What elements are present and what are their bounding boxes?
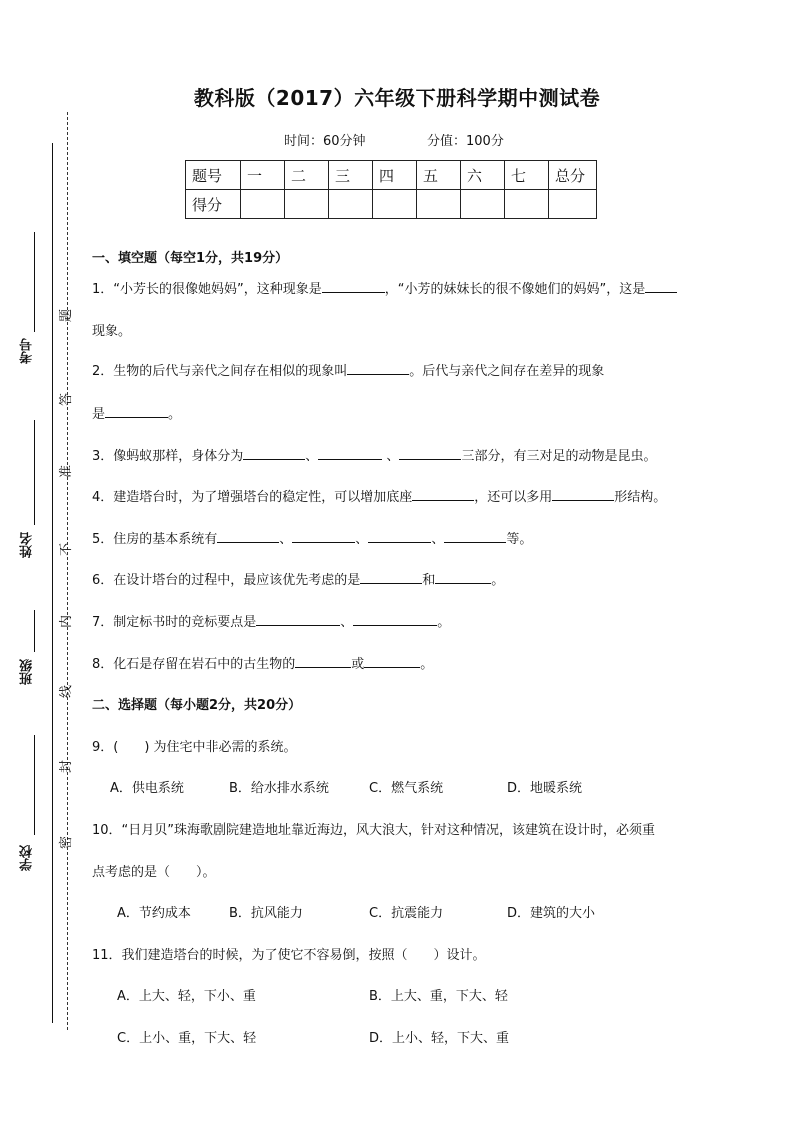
section2-heading (92, 694, 301, 713)
seal-char-4: 不 (59, 542, 75, 557)
q5-sep: 、 (355, 532, 369, 547)
q4-text-b: ，还可以多用 (474, 490, 553, 505)
question-2-cont (92, 403, 181, 422)
q10-option-c[interactable]: C．抗震能力 (369, 906, 444, 921)
q11-option-c[interactable]: C．上小、重，下大、轻 (117, 1031, 257, 1046)
score-cell-header: 二 (285, 161, 329, 190)
answer-blank[interactable] (295, 655, 351, 668)
score-cell[interactable] (505, 190, 549, 219)
score-row-label: 得分 (186, 190, 241, 219)
exam-time: 时间：60分钟 (284, 134, 366, 149)
score-cell-header: 七 (505, 161, 549, 190)
seal-char-8: 密 (59, 835, 75, 850)
question-2 (92, 360, 604, 379)
score-cell[interactable] (417, 190, 461, 219)
q11-option-b[interactable]: B．上大、重，下大、轻 (369, 989, 508, 1004)
student-name-field (14, 420, 50, 560)
q8-text-c: 。 (420, 657, 434, 672)
score-cell-header: 题号 (186, 161, 241, 190)
score-table (185, 160, 597, 219)
q8-text-b: 或 (351, 657, 365, 672)
answer-blank[interactable] (318, 447, 382, 460)
answer-blank[interactable] (256, 613, 340, 626)
score-cell-header: 五 (417, 161, 461, 190)
section1-note: （每空1分，共19分） (157, 251, 289, 266)
seal-char-5: 内 (59, 614, 75, 629)
answer-blank[interactable] (217, 530, 279, 543)
answer-blank[interactable] (353, 613, 437, 626)
student-id-label: 考号 (20, 338, 35, 364)
question-11: 11．我们建造塔台的时候，为了使它不容易倒，按照（ ）设计。 (92, 948, 486, 963)
student-id-field (14, 232, 50, 372)
section1-title: 一、填空题 (92, 251, 158, 266)
score-table-score-row (186, 190, 597, 219)
question-5 (92, 528, 532, 547)
answer-blank[interactable] (364, 655, 420, 668)
q4-text-a: 4．建造塔台时，为了增强塔台的稳定性，可以增加底座 (92, 490, 413, 505)
seal-char-2: 答 (59, 392, 75, 407)
score-table-header-row (186, 161, 597, 190)
score-cell[interactable] (549, 190, 597, 219)
q2-text-d: 。 (168, 407, 182, 422)
answer-blank[interactable] (105, 405, 168, 418)
question-6 (92, 569, 504, 588)
answer-blank[interactable] (292, 530, 355, 543)
q2-text-a: 2．生物的后代与亲代之间存在相似的现象叫 (92, 364, 348, 379)
exam-score: 分值：100分 (427, 134, 504, 149)
answer-blank[interactable] (444, 530, 506, 543)
q3-text-a: 3．像蚂蚁那样，身体分为 (92, 449, 244, 464)
score-cell-header: 六 (461, 161, 505, 190)
q1-text-b: ，“小芳的妹妹长的很不像她们的妈妈”，这是 (384, 282, 646, 297)
q10-option-d[interactable]: D．建筑的大小 (507, 906, 596, 921)
student-name-line[interactable] (34, 420, 35, 525)
seal-char-1: 题 (59, 308, 75, 323)
question-1 (92, 278, 677, 297)
seal-char-7: 封 (59, 759, 75, 774)
score-cell-header: 三 (329, 161, 373, 190)
school-field (14, 735, 50, 875)
section2-title: 二、选择题 (92, 698, 158, 713)
answer-blank[interactable] (368, 530, 431, 543)
q9-option-c[interactable]: C．燃气系统 (369, 781, 444, 796)
q6-text-b: 和 (422, 573, 436, 588)
answer-blank[interactable] (243, 447, 305, 460)
answer-blank[interactable] (552, 488, 614, 501)
q6-text-a: 6．在设计塔台的过程中，最应该优先考虑的是 (92, 573, 361, 588)
q5-sep: 、 (431, 532, 445, 547)
question-8 (92, 653, 433, 672)
answer-blank[interactable] (322, 280, 385, 293)
question-1-cont: 现象。 (92, 324, 132, 339)
q5-text-b: 等。 (506, 532, 533, 547)
question-10-cont: 点考虑的是（ ）。 (92, 865, 216, 880)
score-cell-header: 总分 (549, 161, 597, 190)
exam-title: 教科版（2017）六年级下册科学期中测试卷 (193, 86, 601, 110)
q6-text-c: 。 (491, 573, 505, 588)
q9-option-b[interactable]: B．给水排水系统 (229, 781, 329, 796)
score-cell-header: 四 (373, 161, 417, 190)
q9-option-d[interactable]: D．地暖系统 (507, 781, 583, 796)
answer-blank[interactable] (412, 488, 474, 501)
score-cell[interactable] (285, 190, 329, 219)
score-cell[interactable] (241, 190, 285, 219)
seal-char-3: 准 (59, 464, 75, 479)
q1-text-a: 1．“小芳长的很像她妈妈”，这种现象是 (92, 282, 322, 297)
q7-text-b: 。 (437, 615, 451, 630)
q7-text-a: 7．制定标书时的竞标要点是 (92, 615, 257, 630)
question-10: 10．“日月贝”珠海歌剧院建造地址靠近海边，风大浪大，针对这种情况，该建筑在设计时，必须重 (92, 823, 656, 838)
section1-heading (92, 247, 288, 266)
q10-option-a[interactable]: A．节约成本 (117, 906, 191, 921)
q11-option-d[interactable]: D．上小、轻，下大、重 (369, 1031, 510, 1046)
binding-solid-line (52, 143, 53, 1023)
question-3 (92, 445, 656, 464)
q4-text-c: 形结构。 (614, 490, 667, 505)
answer-blank[interactable] (399, 447, 461, 460)
question-7 (92, 611, 450, 630)
q3-text-b: 三部分，有三对足的动物是昆虫。 (461, 449, 657, 464)
section2-note: （每小题2分，共20分） (157, 698, 302, 713)
class-field (14, 610, 50, 685)
school-label: 学校 (20, 845, 35, 871)
student-id-line[interactable] (34, 232, 35, 332)
answer-blank[interactable] (645, 280, 677, 293)
score-cell-header: 一 (241, 161, 285, 190)
class-line[interactable] (34, 610, 35, 652)
q10-option-b[interactable]: B．抗风能力 (229, 906, 303, 921)
q9-option-a[interactable]: A．供电系统 (110, 781, 184, 796)
binding-dashed-line (67, 112, 68, 1030)
q3-sep-2: 、 (382, 449, 400, 464)
q5-text-a: 5．住房的基本系统有 (92, 532, 218, 547)
score-cell[interactable] (373, 190, 417, 219)
q11-option-a[interactable]: A．上大、轻，下小、重 (117, 989, 256, 1004)
school-line[interactable] (34, 735, 35, 835)
q5-sep: 、 (279, 532, 293, 547)
q2-text-b: 。后代与亲代之间存在差异的现象 (409, 364, 605, 379)
answer-blank[interactable] (435, 571, 491, 584)
q8-text-a: 8．化石是存留在岩石中的古生物的 (92, 657, 296, 672)
question-9: 9．( ) 为住宅中非必需的系统。 (92, 740, 297, 755)
q3-sep-1: 、 (305, 449, 319, 464)
class-label: 班级 (20, 659, 35, 685)
answer-blank[interactable] (347, 362, 409, 375)
student-name-label: 姓名 (20, 532, 35, 558)
question-4 (92, 486, 666, 505)
score-cell[interactable] (329, 190, 373, 219)
q2-text-c: 是 (92, 407, 106, 422)
answer-blank[interactable] (360, 571, 422, 584)
score-cell[interactable] (461, 190, 505, 219)
q7-sep: 、 (340, 615, 354, 630)
seal-char-6: 线 (59, 684, 75, 699)
